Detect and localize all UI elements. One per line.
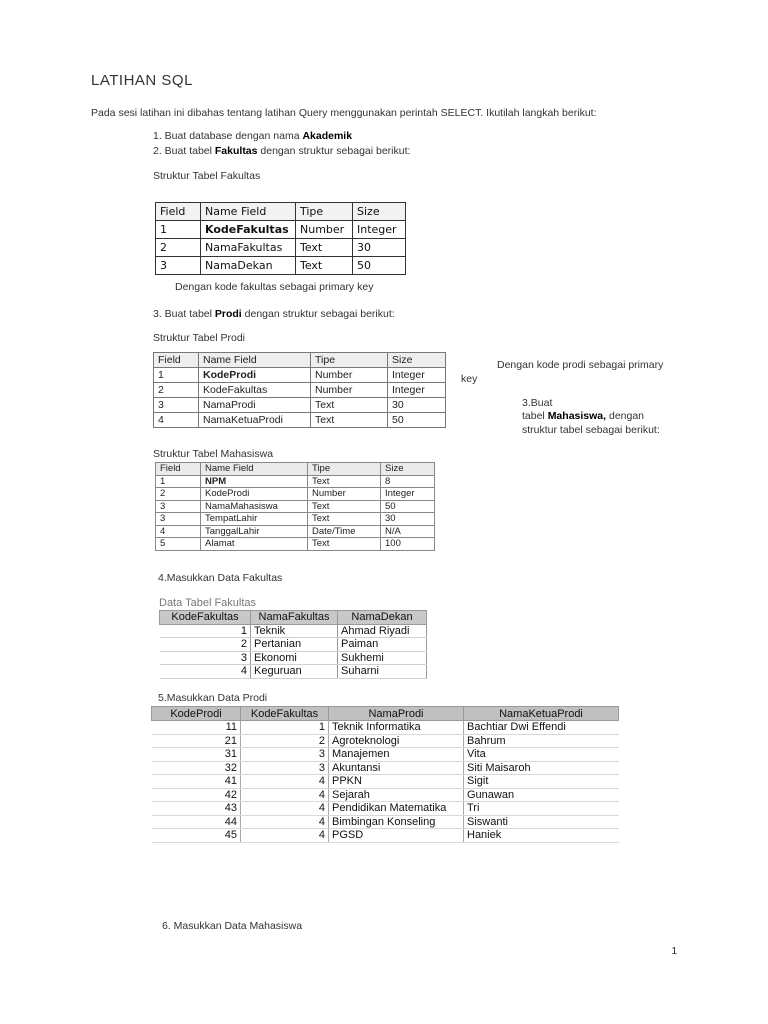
prodi-structure-table xyxy=(153,352,446,428)
step-3b-line3: struktur tabel sebagai berikut: xyxy=(522,424,660,436)
cell: Bimbingan Konseling xyxy=(329,815,464,829)
table-row xyxy=(154,383,446,398)
table-row xyxy=(156,239,406,257)
cell: 1 xyxy=(241,721,329,735)
header-cell: Tipe xyxy=(311,353,388,368)
cell: 1 xyxy=(156,221,201,239)
prodi-pk-note: Dengan kode prodi sebagai primary xyxy=(497,359,664,371)
cell: 4 xyxy=(154,413,199,428)
cell: Sigit xyxy=(464,775,619,789)
cell: 3 xyxy=(241,761,329,775)
cell: Siswanti xyxy=(464,815,619,829)
cell: 4 xyxy=(156,525,201,538)
cell: Text xyxy=(296,239,353,257)
cell: 1 xyxy=(154,368,199,383)
step-3b-line1: 3.Buat xyxy=(522,397,553,409)
table-row xyxy=(156,488,435,501)
cell: 45 xyxy=(152,829,241,843)
cell: 30 xyxy=(388,398,446,413)
cell: Vita xyxy=(464,748,619,762)
header-cell: KodeFakultas xyxy=(241,707,329,721)
cell: Text xyxy=(308,538,381,551)
table-row xyxy=(156,500,435,513)
header-cell: Tipe xyxy=(308,463,381,476)
mahasiswa-struct-caption: Struktur Tabel Mahasiswa xyxy=(153,448,274,460)
header-cell: NamaKetuaProdi xyxy=(464,707,619,721)
cell: Ahmad Riyadi xyxy=(338,624,427,638)
header-cell: Tipe xyxy=(296,203,353,221)
cell: Keguruan xyxy=(251,665,338,679)
header-cell: Name Field xyxy=(201,203,296,221)
fakultas-data-caption: Data Tabel Fakultas xyxy=(159,597,257,609)
cell: Ekonomi xyxy=(251,651,338,665)
fakultas-structure-table xyxy=(155,202,406,275)
cell: Integer xyxy=(381,488,435,501)
cell: 3 xyxy=(156,500,201,513)
cell: 2 xyxy=(156,239,201,257)
table-row xyxy=(152,788,619,802)
cell: 1 xyxy=(160,624,251,638)
step-1: 1. Buat database dengan nama Akademik xyxy=(153,130,353,142)
table-row xyxy=(156,221,406,239)
prodi-data-table xyxy=(151,706,619,843)
table-row xyxy=(152,761,619,775)
cell: NamaKetuaProdi xyxy=(199,413,311,428)
step-2: 2. Buat tabel Fakultas dengan struktur sebagai berikut: xyxy=(153,145,411,157)
fakultas-data-table xyxy=(159,610,427,679)
cell: Text xyxy=(311,413,388,428)
mahasiswa-structure-table xyxy=(155,462,435,551)
table-row xyxy=(156,525,435,538)
cell: 30 xyxy=(353,239,406,257)
header-cell: Field xyxy=(154,353,199,368)
table-row xyxy=(152,829,619,843)
cell: 3 xyxy=(156,513,201,526)
cell: 1 xyxy=(156,475,201,488)
cell: 43 xyxy=(152,802,241,816)
cell: 30 xyxy=(381,513,435,526)
cell: Sejarah xyxy=(329,788,464,802)
cell: 3 xyxy=(160,651,251,665)
table-row xyxy=(152,775,619,789)
cell: PPKN xyxy=(329,775,464,789)
table-row xyxy=(160,665,427,679)
header-cell: Name Field xyxy=(201,463,308,476)
cell: Number xyxy=(308,488,381,501)
cell: Alamat xyxy=(201,538,308,551)
cell: 4 xyxy=(160,665,251,679)
cell: Gunawan xyxy=(464,788,619,802)
table-row xyxy=(160,651,427,665)
cell: 21 xyxy=(152,734,241,748)
cell: Bahrum xyxy=(464,734,619,748)
header-cell: Field xyxy=(156,203,201,221)
cell: Text xyxy=(296,257,353,275)
header-cell: KodeFakultas xyxy=(160,611,251,625)
table-row xyxy=(154,398,446,413)
table-row xyxy=(156,513,435,526)
header-cell: Field xyxy=(156,463,201,476)
table-row xyxy=(152,721,619,735)
cell: Number xyxy=(311,368,388,383)
cell: 3 xyxy=(154,398,199,413)
cell: 4 xyxy=(241,775,329,789)
header-cell: Size xyxy=(388,353,446,368)
header-cell: KodeProdi xyxy=(152,707,241,721)
cell: NamaMahasiswa xyxy=(201,500,308,513)
cell: Haniek xyxy=(464,829,619,843)
cell: NPM xyxy=(201,475,308,488)
cell: 11 xyxy=(152,721,241,735)
header-cell: Size xyxy=(381,463,435,476)
cell: Number xyxy=(296,221,353,239)
cell: TanggalLahir xyxy=(201,525,308,538)
cell: 2 xyxy=(156,488,201,501)
cell: Text xyxy=(308,513,381,526)
cell: Pertanian xyxy=(251,638,338,652)
cell: Suharni xyxy=(338,665,427,679)
cell: Text xyxy=(308,500,381,513)
intro-text: Pada sesi latihan ini dibahas tentang latihan Query menggunakan perintah SELECT. Ikutilah langkah berikut: xyxy=(91,107,597,119)
header-cell: Size xyxy=(353,203,406,221)
cell: 42 xyxy=(152,788,241,802)
cell: 2 xyxy=(241,734,329,748)
header-cell: NamaFakultas xyxy=(251,611,338,625)
fakultas-pk-note: Dengan kode fakultas sebagai primary key xyxy=(175,281,374,293)
page-title: LATIHAN SQL xyxy=(91,72,193,89)
cell: PGSD xyxy=(329,829,464,843)
table-row xyxy=(152,748,619,762)
cell: NamaDekan xyxy=(201,257,296,275)
cell: Integer xyxy=(388,383,446,398)
prodi-struct-caption: Struktur Tabel Prodi xyxy=(153,332,246,344)
cell: 4 xyxy=(241,829,329,843)
table-row xyxy=(160,624,427,638)
cell: 50 xyxy=(388,413,446,428)
step-3b-line2: tabel Mahasiswa, dengan xyxy=(522,410,645,422)
cell: 2 xyxy=(160,638,251,652)
cell: KodeFakultas xyxy=(201,221,296,239)
cell: Agroteknologi xyxy=(329,734,464,748)
header-cell: NamaDekan xyxy=(338,611,427,625)
cell: Integer xyxy=(388,368,446,383)
cell: 44 xyxy=(152,815,241,829)
cell: 5 xyxy=(156,538,201,551)
prodi-pk-note-cont: key xyxy=(461,373,478,385)
table-row xyxy=(154,413,446,428)
table-row xyxy=(152,802,619,816)
cell: KodeFakultas xyxy=(199,383,311,398)
cell: 3 xyxy=(156,257,201,275)
cell: 100 xyxy=(381,538,435,551)
cell: 50 xyxy=(381,500,435,513)
cell: KodeProdi xyxy=(201,488,308,501)
cell: Text xyxy=(311,398,388,413)
cell: 32 xyxy=(152,761,241,775)
cell: NamaProdi xyxy=(199,398,311,413)
table-row xyxy=(156,475,435,488)
cell: Sukhemi xyxy=(338,651,427,665)
cell: N/A xyxy=(381,525,435,538)
cell: Date/Time xyxy=(308,525,381,538)
cell: 8 xyxy=(381,475,435,488)
step-4: 4.Masukkan Data Fakultas xyxy=(158,572,283,584)
step-5: 5.Masukkan Data Prodi xyxy=(158,692,268,704)
cell: Siti Maisaroh xyxy=(464,761,619,775)
cell: Bachtiar Dwi Effendi xyxy=(464,721,619,735)
step-3: 3. Buat tabel Prodi dengan struktur sebagai berikut: xyxy=(153,308,395,320)
cell: 3 xyxy=(241,748,329,762)
cell: 31 xyxy=(152,748,241,762)
cell: KodeProdi xyxy=(199,368,311,383)
cell: Tri xyxy=(464,802,619,816)
cell: 4 xyxy=(241,802,329,816)
cell: 2 xyxy=(154,383,199,398)
table-row xyxy=(152,815,619,829)
cell: TempatLahir xyxy=(201,513,308,526)
step-6: 6. Masukkan Data Mahasiswa xyxy=(162,920,303,932)
fakultas-struct-caption: Struktur Tabel Fakultas xyxy=(153,170,261,182)
cell: 4 xyxy=(241,788,329,802)
cell: Teknik xyxy=(251,624,338,638)
cell: Text xyxy=(308,475,381,488)
cell: Manajemen xyxy=(329,748,464,762)
cell: Integer xyxy=(353,221,406,239)
cell: Akuntansi xyxy=(329,761,464,775)
table-row xyxy=(160,638,427,652)
table-row xyxy=(156,257,406,275)
table-row xyxy=(152,734,619,748)
table-row xyxy=(156,538,435,551)
cell: NamaFakultas xyxy=(201,239,296,257)
cell: Paiman xyxy=(338,638,427,652)
cell: Number xyxy=(311,383,388,398)
table-row xyxy=(154,368,446,383)
cell: 41 xyxy=(152,775,241,789)
header-cell: NamaProdi xyxy=(329,707,464,721)
cell: Pendidikan Matematika xyxy=(329,802,464,816)
page-number: 1 xyxy=(671,946,677,957)
cell: Teknik Informatika xyxy=(329,721,464,735)
cell: 50 xyxy=(353,257,406,275)
header-cell: Name Field xyxy=(199,353,311,368)
cell: 4 xyxy=(241,815,329,829)
